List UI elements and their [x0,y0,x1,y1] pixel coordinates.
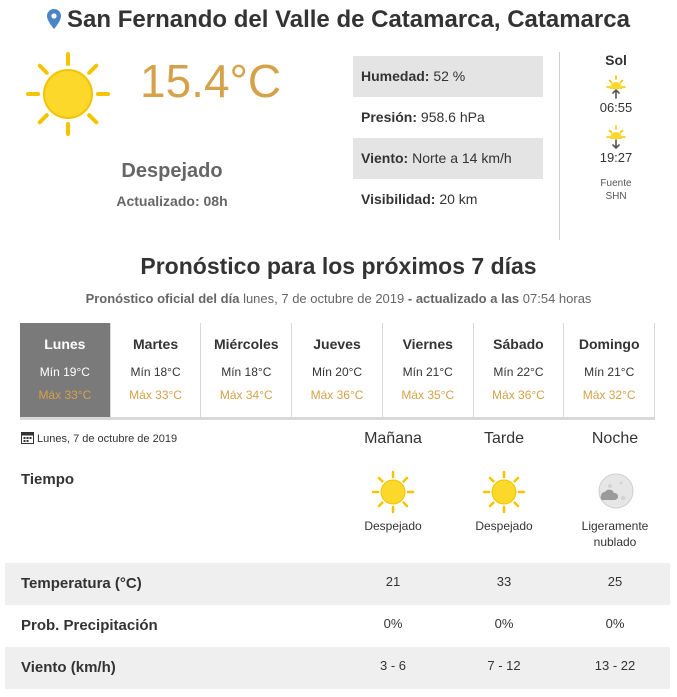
tiempo-tarde: Despejado [449,470,559,534]
tiempo-noche: Ligeramente nublado [560,470,670,550]
sun-times [580,52,652,203]
city-title-text: San Fernando del Valle de Catamarca, Catamarca [67,6,630,33]
sun-icon [26,52,110,136]
current-details [353,56,543,220]
location-pin-icon [47,8,61,36]
tiempo-manana: Despejado [338,470,448,534]
current-conditions [0,40,677,250]
detail-date: Lunes, 7 de octubre de 2019 [21,431,177,445]
tiempo-label: Tiempo [21,471,75,488]
row-viento: Viento (km/h) 3 - 6 7 - 12 13 - 22 [5,647,670,689]
forecast-title: Pronóstico para los próximos 7 días [140,253,537,279]
tab-day-domingo[interactable]: Domingo Mín 21°C Máx 32°C [564,323,655,417]
updated-time: Actualizado: 08h [116,193,228,209]
tab-day-sabado[interactable]: Sábado Mín 22°C Máx 36°C [474,323,565,417]
humidity-row: Humedad: 52 % [353,56,543,97]
tab-day-martes[interactable]: Martes Mín 18°C Máx 33°C [111,323,202,417]
visibility-row: Visibilidad: 20 km [361,191,478,207]
pressure-row: Presión: 958.6 hPa [361,109,485,125]
row-temperatura: Temperatura (°C) 21 33 25 [5,563,670,605]
row-precipitacion: Prob. Precipitación 0% 0% 0% [21,616,625,634]
tab-day-lunes[interactable]: Lunes Mín 19°C Máx 33°C [20,323,111,417]
sunset-time: 19:27 [599,150,633,165]
current-condition: Despejado [121,160,223,182]
sunrise-icon [603,74,629,100]
period-noche: Noche [591,430,639,447]
tab-day-viernes[interactable]: Viernes Mín 21°C Máx 35°C [383,323,474,417]
calendar-icon [21,431,34,444]
wind-row: Viento: Norte a 14 km/h [353,138,543,179]
sunrise-time: 06:55 [599,100,633,115]
sun-icon [482,470,526,514]
period-manana: Mañana [364,430,422,447]
divider [559,52,560,240]
tab-day-miercoles[interactable]: Miércoles Mín 18°C Máx 34°C [201,323,292,417]
period-tarde: Tarde [483,430,525,447]
sun-icon [371,470,415,514]
moon-cloud-icon [593,470,637,514]
sun-source: Fuente SHN [600,178,632,202]
tab-day-jueves[interactable]: Jueves Mín 20°C Máx 36°C [292,323,383,417]
current-temperature: 15.4°C [140,55,282,107]
sun-times-title: Sol [605,52,627,68]
forecast-days [20,323,655,420]
city-title [0,6,677,36]
forecast-subtitle: Pronóstico oficial del día lunes, 7 de octubre de 2019 - actualizado a las 07:54 horas [85,291,592,306]
sunset-icon [603,124,629,150]
